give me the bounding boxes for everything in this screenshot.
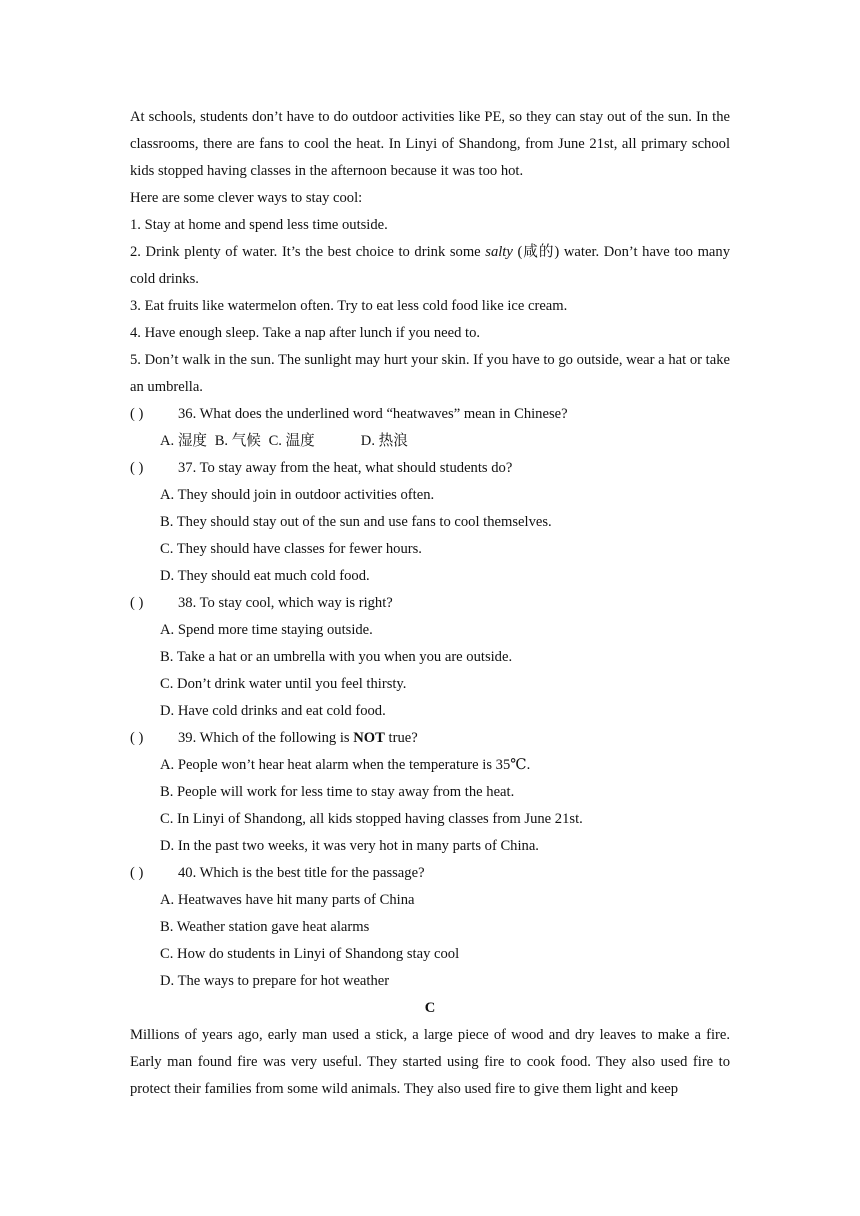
- tip-4: 4. Have enough sleep. Take a nap after lunch if you need to.: [130, 325, 481, 341]
- q39-option-c: C. In Linyi of Shandong, all kids stopped having classes from June 21st.: [160, 811, 583, 827]
- question-36-options: [130, 428, 730, 455]
- q40-option-d: D. The ways to prepare for hot weather: [160, 973, 390, 989]
- tip-2-word: salty: [485, 244, 513, 260]
- question-37-stem: 37. To stay away from the heat, what should students do?: [178, 460, 513, 476]
- q37-option-c: C. They should have classes for fewer hours.: [160, 541, 422, 557]
- q36-option-d: D. 热浪: [360, 433, 408, 449]
- q39-option-d: D. In the past two weeks, it was very hot in many parts of China.: [160, 838, 539, 854]
- question-36-stem: 36. What does the underlined word “heatwaves” mean in Chinese?: [178, 406, 568, 422]
- tip-3: 3. Eat fruits like watermelon often. Try to eat less cold food like ice cream.: [130, 298, 568, 314]
- answer-blank-37[interactable]: ( ): [130, 460, 144, 476]
- q37-option-b: B. They should stay out of the sun and use fans to cool themselves.: [160, 514, 552, 530]
- answer-blank-36[interactable]: ( ): [130, 406, 144, 422]
- intro-paragraph: At schools, students don’t have to do outdoor activities like PE, so they can stay out of the sun. In the classrooms, there are fans to cool the heat. In Linyi of Shandong, from June 21st, all primary school kids stopped having classes in the afternoon because it was too hot.: [130, 109, 730, 179]
- answer-blank-39[interactable]: ( ): [130, 730, 144, 746]
- question-39-stem-bold: NOT: [353, 730, 385, 746]
- question-36: [130, 401, 730, 428]
- document-page: [130, 104, 730, 1103]
- q40-option-c: C. How do students in Linyi of Shandong stay cool: [160, 946, 460, 962]
- tips-heading: Here are some clever ways to stay cool:: [130, 190, 363, 206]
- q38-option-d: D. Have cold drinks and eat cold food.: [160, 703, 386, 719]
- question-38: [130, 590, 730, 617]
- tip-2-before: 2. Drink plenty of water. It’s the best choice to drink some: [130, 244, 486, 260]
- q39-option-a: A. People won’t hear heat alarm when the temperature is 35℃.: [160, 757, 531, 773]
- q37-option-a: A. They should join in outdoor activities often.: [160, 487, 435, 503]
- q39-option-b: B. People will work for less time to stay away from the heat.: [160, 784, 515, 800]
- q37-option-d: D. They should eat much cold food.: [160, 568, 370, 584]
- tip-2: [130, 239, 730, 293]
- tip-5: 5. Don’t walk in the sun. The sunlight may hurt your skin. If you have to go outside, wear a hat or take an umbrella.: [130, 352, 730, 395]
- q40-option-b: B. Weather station gave heat alarms: [160, 919, 370, 935]
- answer-blank-40[interactable]: ( ): [130, 865, 144, 881]
- q36-option-b: B. 气候: [214, 433, 261, 449]
- tip-2-after: (咸的) water. Don’t have too many cold drinks.: [130, 244, 731, 287]
- q36-option-c: C. 温度: [268, 433, 315, 449]
- question-40: [130, 860, 730, 887]
- question-39: [130, 725, 730, 752]
- section-c-paragraph: Millions of years ago, early man used a stick, a large piece of wood and dry leaves to make a fire. Early man found fire was very useful. They started using fire to cook food. They also used fire to protect their families from some wild animals. They also used fire to give them light and keep: [130, 1027, 730, 1097]
- section-c-heading: C: [424, 1000, 436, 1016]
- q40-option-a: A. Heatwaves have hit many parts of China: [160, 892, 415, 908]
- answer-blank-38[interactable]: ( ): [130, 595, 144, 611]
- tip-1: 1. Stay at home and spend less time outside.: [130, 217, 388, 233]
- question-40-stem: 40. Which is the best title for the passage?: [178, 865, 425, 881]
- q38-option-c: C. Don’t drink water until you feel thirsty.: [160, 676, 407, 692]
- question-37: [130, 455, 730, 482]
- question-39-stem-after: true?: [384, 730, 418, 746]
- question-39-stem-before: 39. Which of the following is: [178, 730, 354, 746]
- q38-option-a: A. Spend more time staying outside.: [160, 622, 373, 638]
- q38-option-b: B. Take a hat or an umbrella with you when you are outside.: [160, 649, 513, 665]
- question-38-stem: 38. To stay cool, which way is right?: [178, 595, 393, 611]
- q36-option-a: A. 湿度: [160, 433, 208, 449]
